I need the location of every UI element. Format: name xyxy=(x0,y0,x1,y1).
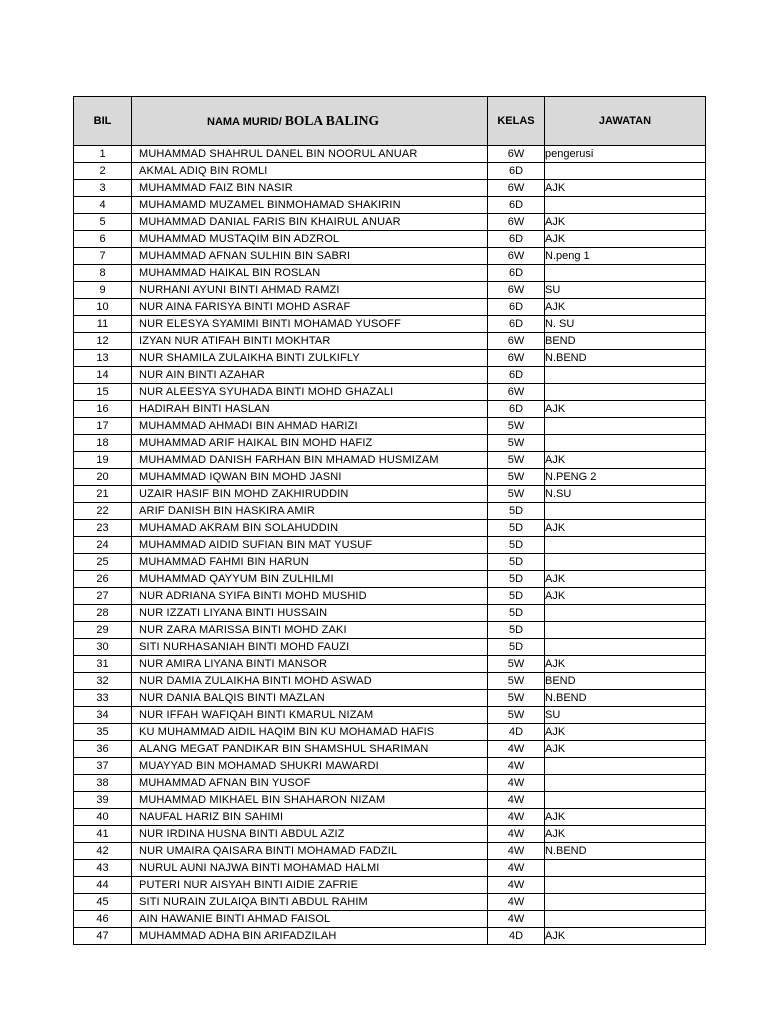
student-name: AIN HAWANIE BINTI AHMAD FAISOL xyxy=(132,911,488,928)
row-number: 26 xyxy=(74,571,132,588)
student-name: MUHAMMAD AFNAN BIN YUSOF xyxy=(132,775,488,792)
header-jawatan: JAWATAN xyxy=(545,97,706,146)
table-row xyxy=(74,622,706,639)
row-number: 38 xyxy=(74,775,132,792)
class-cell: 6D xyxy=(488,163,545,180)
row-number: 1 xyxy=(74,146,132,163)
class-cell: 6W xyxy=(488,214,545,231)
table-row xyxy=(74,418,706,435)
table-row xyxy=(74,673,706,690)
class-cell: 5W xyxy=(488,707,545,724)
position-cell xyxy=(545,503,706,520)
table-row xyxy=(74,741,706,758)
position-cell xyxy=(545,639,706,656)
position-cell: N.BEND xyxy=(545,843,706,860)
table-row xyxy=(74,231,706,248)
table-row xyxy=(74,299,706,316)
class-cell: 6W xyxy=(488,248,545,265)
position-cell: AJK xyxy=(545,452,706,469)
class-cell: 4W xyxy=(488,758,545,775)
row-number: 8 xyxy=(74,265,132,282)
row-number: 10 xyxy=(74,299,132,316)
row-number: 23 xyxy=(74,520,132,537)
class-cell: 4W xyxy=(488,775,545,792)
table-row xyxy=(74,911,706,928)
table-body xyxy=(74,146,706,945)
row-number: 12 xyxy=(74,333,132,350)
row-number: 39 xyxy=(74,792,132,809)
class-cell: 5W xyxy=(488,486,545,503)
class-cell: 4W xyxy=(488,843,545,860)
row-number: 21 xyxy=(74,486,132,503)
class-cell: 5W xyxy=(488,690,545,707)
position-cell xyxy=(545,605,706,622)
student-name: NUR IRDINA HUSNA BINTI ABDUL AZIZ xyxy=(132,826,488,843)
student-name: MUHAMMAD AHMADI BIN AHMAD HARIZI xyxy=(132,418,488,435)
position-cell xyxy=(545,197,706,214)
position-cell: AJK xyxy=(545,299,706,316)
student-name: ALANG MEGAT PANDIKAR BIN SHAMSHUL SHARIMAN xyxy=(132,741,488,758)
position-cell: AJK xyxy=(545,401,706,418)
class-cell: 6D xyxy=(488,197,545,214)
table-row xyxy=(74,469,706,486)
row-number: 40 xyxy=(74,809,132,826)
student-name: NUR DAMIA ZULAIKHA BINTI MOHD ASWAD xyxy=(132,673,488,690)
class-cell: 5W xyxy=(488,673,545,690)
table-row xyxy=(74,282,706,299)
position-cell xyxy=(545,384,706,401)
position-cell xyxy=(545,367,706,384)
student-name: NUR SHAMILA ZULAIKHA BINTI ZULKIFLY xyxy=(132,350,488,367)
class-cell: 6D xyxy=(488,401,545,418)
student-name: SITI NURAIN ZULAIQA BINTI ABDUL RAHIM xyxy=(132,894,488,911)
class-cell: 5D xyxy=(488,520,545,537)
class-cell: 5D xyxy=(488,571,545,588)
row-number: 7 xyxy=(74,248,132,265)
position-cell: AJK xyxy=(545,809,706,826)
class-cell: 5W xyxy=(488,452,545,469)
table-row xyxy=(74,180,706,197)
table-row xyxy=(74,554,706,571)
position-cell xyxy=(545,860,706,877)
student-name: MUHAMMAD DANIAL FARIS BIN KHAIRUL ANUAR xyxy=(132,214,488,231)
student-name: IZYAN NUR ATIFAH BINTI MOKHTAR xyxy=(132,333,488,350)
student-name: MUHAMMAD AIDID SUFIAN BIN MAT YUSUF xyxy=(132,537,488,554)
student-name: KU MUHAMMAD AIDIL HAQIM BIN KU MOHAMAD HAFIS xyxy=(132,724,488,741)
row-number: 36 xyxy=(74,741,132,758)
student-name: NAUFAL HARIZ BIN SAHIMI xyxy=(132,809,488,826)
row-number: 24 xyxy=(74,537,132,554)
class-cell: 6D xyxy=(488,316,545,333)
row-number: 15 xyxy=(74,384,132,401)
position-cell: N.BEND xyxy=(545,690,706,707)
table-row xyxy=(74,350,706,367)
student-name: MUHAMMAD HAIKAL BIN ROSLAN xyxy=(132,265,488,282)
position-cell: AJK xyxy=(545,214,706,231)
student-name: NURUL AUNI NAJWA BINTI MOHAMAD HALMI xyxy=(132,860,488,877)
student-name: NUR UMAIRA QAISARA BINTI MOHAMAD FADZIL xyxy=(132,843,488,860)
position-cell xyxy=(545,265,706,282)
position-cell: AJK xyxy=(545,741,706,758)
table-row xyxy=(74,452,706,469)
student-name: MUHAMMAD AFNAN SULHIN BIN SABRI xyxy=(132,248,488,265)
table-row xyxy=(74,928,706,945)
student-name: NUR AMIRA LIYANA BINTI MANSOR xyxy=(132,656,488,673)
class-cell: 4W xyxy=(488,826,545,843)
student-name: NUR ADRIANA SYIFA BINTI MOHD MUSHID xyxy=(132,588,488,605)
class-cell: 5D xyxy=(488,503,545,520)
student-name: MUHAMAMD MUZAMEL BINMOHAMAD SHAKIRIN xyxy=(132,197,488,214)
position-cell: pengerusi xyxy=(545,146,706,163)
class-cell: 6D xyxy=(488,231,545,248)
position-cell xyxy=(545,554,706,571)
position-cell: SU xyxy=(545,282,706,299)
class-cell: 5D xyxy=(488,554,545,571)
student-name: NUR ALEESYA SYUHADA BINTI MOHD GHAZALI xyxy=(132,384,488,401)
table-row xyxy=(74,384,706,401)
position-cell: N.BEND xyxy=(545,350,706,367)
table-row xyxy=(74,333,706,350)
row-number: 33 xyxy=(74,690,132,707)
row-number: 42 xyxy=(74,843,132,860)
table-row xyxy=(74,248,706,265)
table-row xyxy=(74,826,706,843)
table-row xyxy=(74,571,706,588)
row-number: 3 xyxy=(74,180,132,197)
position-cell: AJK xyxy=(545,724,706,741)
class-cell: 4W xyxy=(488,792,545,809)
class-cell: 4D xyxy=(488,724,545,741)
row-number: 16 xyxy=(74,401,132,418)
class-cell: 6D xyxy=(488,367,545,384)
student-name: MUHAMMAD SHAHRUL DANEL BIN NOORUL ANUAR xyxy=(132,146,488,163)
row-number: 2 xyxy=(74,163,132,180)
student-name: MUHAMMAD FAIZ BIN NASIR xyxy=(132,180,488,197)
table-row xyxy=(74,639,706,656)
class-cell: 5W xyxy=(488,656,545,673)
position-cell: BEND xyxy=(545,333,706,350)
position-cell xyxy=(545,435,706,452)
position-cell xyxy=(545,775,706,792)
student-name: MUHAMAD AKRAM BIN SOLAHUDDIN xyxy=(132,520,488,537)
row-number: 30 xyxy=(74,639,132,656)
row-number: 46 xyxy=(74,911,132,928)
student-name: HADIRAH BINTI HASLAN xyxy=(132,401,488,418)
row-number: 45 xyxy=(74,894,132,911)
class-cell: 4W xyxy=(488,877,545,894)
table-row xyxy=(74,197,706,214)
student-name: MUHAMMAD FAHMI BIN HARUN xyxy=(132,554,488,571)
student-name: MUHAMMAD ARIF HAIKAL BIN MOHD HAFIZ xyxy=(132,435,488,452)
position-cell: AJK xyxy=(545,656,706,673)
row-number: 9 xyxy=(74,282,132,299)
table-row xyxy=(74,792,706,809)
student-name: UZAIR HASIF BIN MOHD ZAKHIRUDDIN xyxy=(132,486,488,503)
header-kelas: KELAS xyxy=(488,97,545,146)
table-row xyxy=(74,707,706,724)
class-cell: 5D xyxy=(488,605,545,622)
class-cell: 5D xyxy=(488,537,545,554)
row-number: 22 xyxy=(74,503,132,520)
class-cell: 6W xyxy=(488,282,545,299)
row-number: 6 xyxy=(74,231,132,248)
position-cell: AJK xyxy=(545,520,706,537)
student-name: NUR AINA FARISYA BINTI MOHD ASRAF xyxy=(132,299,488,316)
student-name: MUHAMMAD QAYYUM BIN ZULHILMI xyxy=(132,571,488,588)
class-cell: 6W xyxy=(488,384,545,401)
table-row xyxy=(74,520,706,537)
class-cell: 5W xyxy=(488,469,545,486)
class-cell: 4W xyxy=(488,894,545,911)
position-cell xyxy=(545,758,706,775)
position-cell: N.SU xyxy=(545,486,706,503)
class-cell: 5D xyxy=(488,588,545,605)
row-number: 34 xyxy=(74,707,132,724)
student-name: NUR ZARA MARISSA BINTI MOHD ZAKI xyxy=(132,622,488,639)
class-cell: 5W xyxy=(488,435,545,452)
table-row xyxy=(74,758,706,775)
row-number: 5 xyxy=(74,214,132,231)
position-cell: AJK xyxy=(545,588,706,605)
row-number: 11 xyxy=(74,316,132,333)
class-cell: 4W xyxy=(488,809,545,826)
class-cell: 4W xyxy=(488,860,545,877)
table-header xyxy=(74,97,706,146)
student-name: NUR AIN BINTI AZAHAR xyxy=(132,367,488,384)
position-cell: AJK xyxy=(545,180,706,197)
table-row xyxy=(74,894,706,911)
table-row xyxy=(74,503,706,520)
row-number: 13 xyxy=(74,350,132,367)
row-number: 35 xyxy=(74,724,132,741)
table-row xyxy=(74,605,706,622)
position-cell: N.peng 1 xyxy=(545,248,706,265)
row-number: 17 xyxy=(74,418,132,435)
student-name: PUTERI NUR AISYAH BINTI AIDIE ZAFRIE xyxy=(132,877,488,894)
row-number: 4 xyxy=(74,197,132,214)
class-cell: 6D xyxy=(488,299,545,316)
row-number: 29 xyxy=(74,622,132,639)
class-cell: 5D xyxy=(488,622,545,639)
table-row xyxy=(74,537,706,554)
row-number: 37 xyxy=(74,758,132,775)
class-cell: 6W xyxy=(488,350,545,367)
position-cell: N. SU xyxy=(545,316,706,333)
table-row xyxy=(74,401,706,418)
member-table xyxy=(73,96,706,945)
table-row xyxy=(74,690,706,707)
table-row xyxy=(74,214,706,231)
student-name: MUHAMMAD MIKHAEL BIN SHAHARON NIZAM xyxy=(132,792,488,809)
table-row xyxy=(74,809,706,826)
row-number: 25 xyxy=(74,554,132,571)
class-cell: 4D xyxy=(488,928,545,945)
student-name: NURHANI AYUNI BINTI AHMAD RAMZI xyxy=(132,282,488,299)
student-name: ARIF DANISH BIN HASKIRA AMIR xyxy=(132,503,488,520)
table-row xyxy=(74,163,706,180)
student-name: NUR DANIA BALQIS BINTI MAZLAN xyxy=(132,690,488,707)
table-row xyxy=(74,367,706,384)
table-row xyxy=(74,588,706,605)
position-cell: SU xyxy=(545,707,706,724)
student-name: NUR ELESYA SYAMIMI BINTI MOHAMAD YUSOFF xyxy=(132,316,488,333)
header-nama-murid xyxy=(132,97,488,146)
position-cell: AJK xyxy=(545,571,706,588)
position-cell: BEND xyxy=(545,673,706,690)
table-row xyxy=(74,435,706,452)
position-cell xyxy=(545,418,706,435)
student-name: MUAYYAD BIN MOHAMAD SHUKRI MAWARDI xyxy=(132,758,488,775)
table-row xyxy=(74,316,706,333)
position-cell: AJK xyxy=(545,231,706,248)
row-number: 28 xyxy=(74,605,132,622)
class-cell: 5W xyxy=(488,418,545,435)
class-cell: 6W xyxy=(488,180,545,197)
header-nama-suffix: BOLA BALING xyxy=(284,112,379,128)
student-name: AKMAL ADIQ BIN ROMLI xyxy=(132,163,488,180)
table-row xyxy=(74,265,706,282)
row-number: 19 xyxy=(74,452,132,469)
position-cell xyxy=(545,163,706,180)
row-number: 41 xyxy=(74,826,132,843)
position-cell xyxy=(545,877,706,894)
student-name: MUHAMMAD MUSTAQIM BIN ADZROL xyxy=(132,231,488,248)
student-name: MUHAMMAD DANISH FARHAN BIN MHAMAD HUSMIZAM xyxy=(132,452,488,469)
header-row xyxy=(74,97,706,146)
table-row xyxy=(74,775,706,792)
position-cell: AJK xyxy=(545,826,706,843)
position-cell xyxy=(545,894,706,911)
student-name: NUR IZZATI LIYANA BINTI HUSSAIN xyxy=(132,605,488,622)
header-nama-prefix: NAMA MURID/ xyxy=(207,115,285,128)
class-cell: 4W xyxy=(488,741,545,758)
table-row xyxy=(74,656,706,673)
position-cell xyxy=(545,911,706,928)
row-number: 27 xyxy=(74,588,132,605)
row-number: 43 xyxy=(74,860,132,877)
position-cell: N.PENG 2 xyxy=(545,469,706,486)
row-number: 18 xyxy=(74,435,132,452)
student-name: NUR IFFAH WAFIQAH BINTI KMARUL NIZAM xyxy=(132,707,488,724)
position-cell: AJK xyxy=(545,928,706,945)
table-row xyxy=(74,843,706,860)
class-cell: 6W xyxy=(488,146,545,163)
student-name: MUHAMMAD ADHA BIN ARIFADZILAH xyxy=(132,928,488,945)
row-number: 32 xyxy=(74,673,132,690)
table-row xyxy=(74,877,706,894)
student-name: MUHAMMAD IQWAN BIN MOHD JASNI xyxy=(132,469,488,486)
position-cell xyxy=(545,792,706,809)
row-number: 47 xyxy=(74,928,132,945)
class-cell: 5D xyxy=(488,639,545,656)
row-number: 44 xyxy=(74,877,132,894)
table-row xyxy=(74,146,706,163)
row-number: 20 xyxy=(74,469,132,486)
header-bil: BIL xyxy=(74,97,132,146)
class-cell: 6W xyxy=(488,333,545,350)
student-name: SITI NURHASANIAH BINTI MOHD FAUZI xyxy=(132,639,488,656)
table-row xyxy=(74,486,706,503)
class-cell: 6D xyxy=(488,265,545,282)
row-number: 14 xyxy=(74,367,132,384)
class-cell: 4W xyxy=(488,911,545,928)
row-number: 31 xyxy=(74,656,132,673)
position-cell xyxy=(545,537,706,554)
table-row xyxy=(74,724,706,741)
table-row xyxy=(74,860,706,877)
position-cell xyxy=(545,622,706,639)
